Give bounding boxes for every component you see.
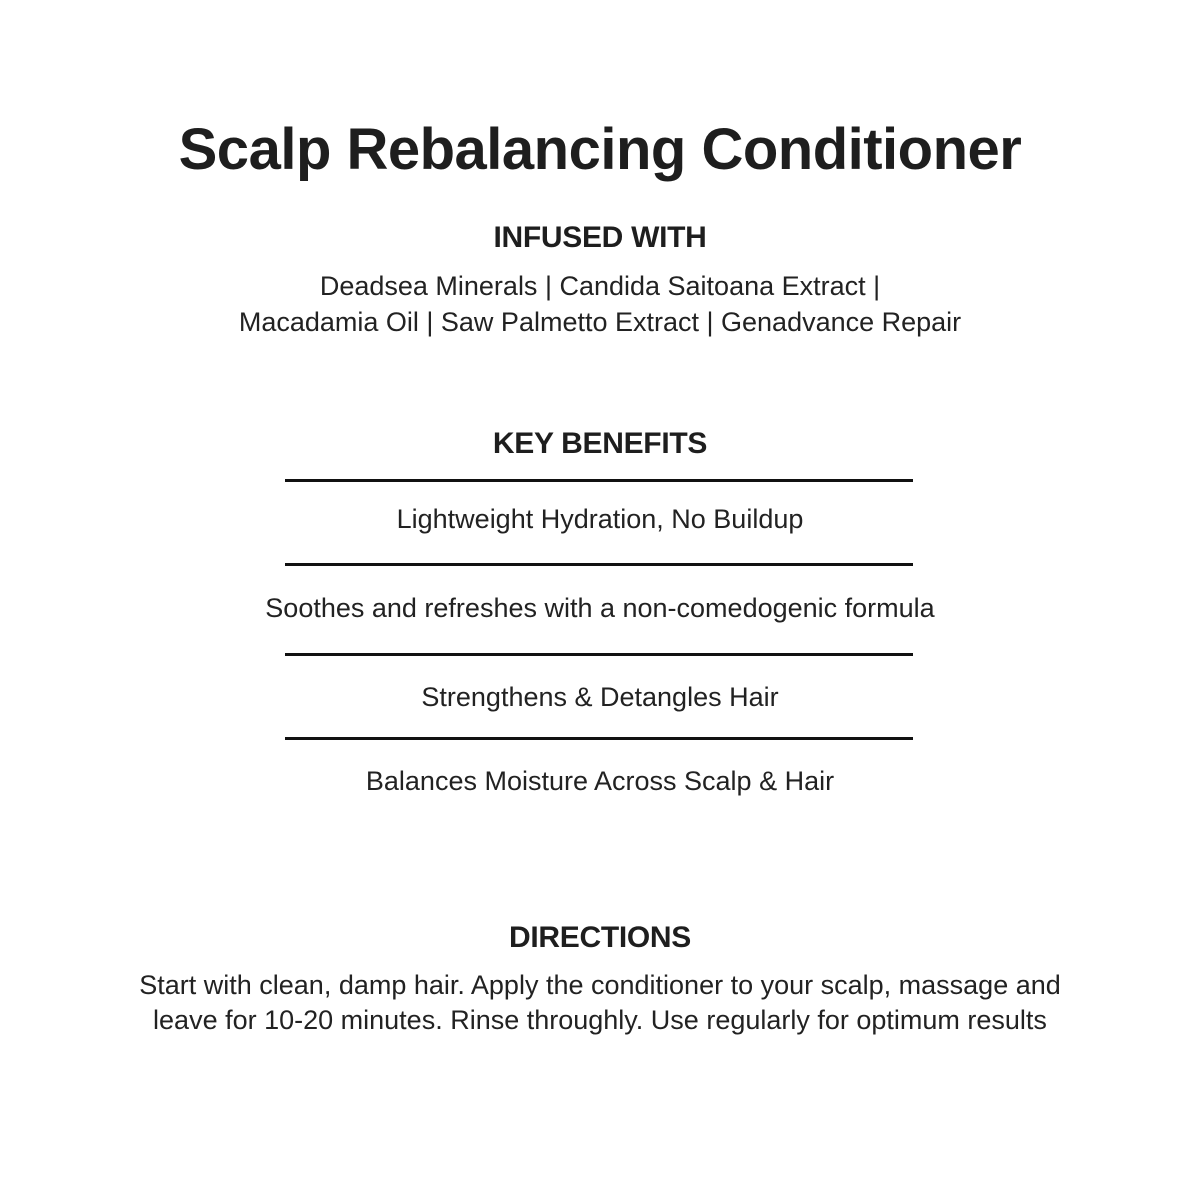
product-title: Scalp Rebalancing Conditioner: [178, 117, 1022, 182]
key-benefits-heading: KEY BENEFITS: [492, 427, 708, 460]
infused-with-heading: INFUSED WITH: [493, 221, 707, 254]
benefit-item: Strengthens & Detangles Hair: [421, 682, 779, 712]
benefit-item: Balances Moisture Across Scalp & Hair: [365, 766, 835, 796]
benefit-divider: [285, 563, 913, 566]
directions-text: Start with clean, damp hair. Apply the conditioner to your scalp, massage and leave for 10-20 minutes. Rinse throughly. Use regularly for optimum results: [139, 970, 1061, 1035]
benefit-item: Lightweight Hydration, No Buildup: [396, 504, 804, 534]
benefit-divider: [285, 653, 913, 656]
benefit-divider: [285, 479, 913, 482]
ingredients-line-1: Deadsea Minerals | Candida Saitoana Extract |: [319, 271, 881, 301]
benefit-item: Soothes and refreshes with a non-comedogenic formula: [265, 593, 935, 623]
ingredients-line-2: Macadamia Oil | Saw Palmetto Extract | Genadvance Repair: [238, 307, 962, 337]
benefit-divider: [285, 737, 913, 740]
directions-heading: DIRECTIONS: [508, 921, 691, 954]
